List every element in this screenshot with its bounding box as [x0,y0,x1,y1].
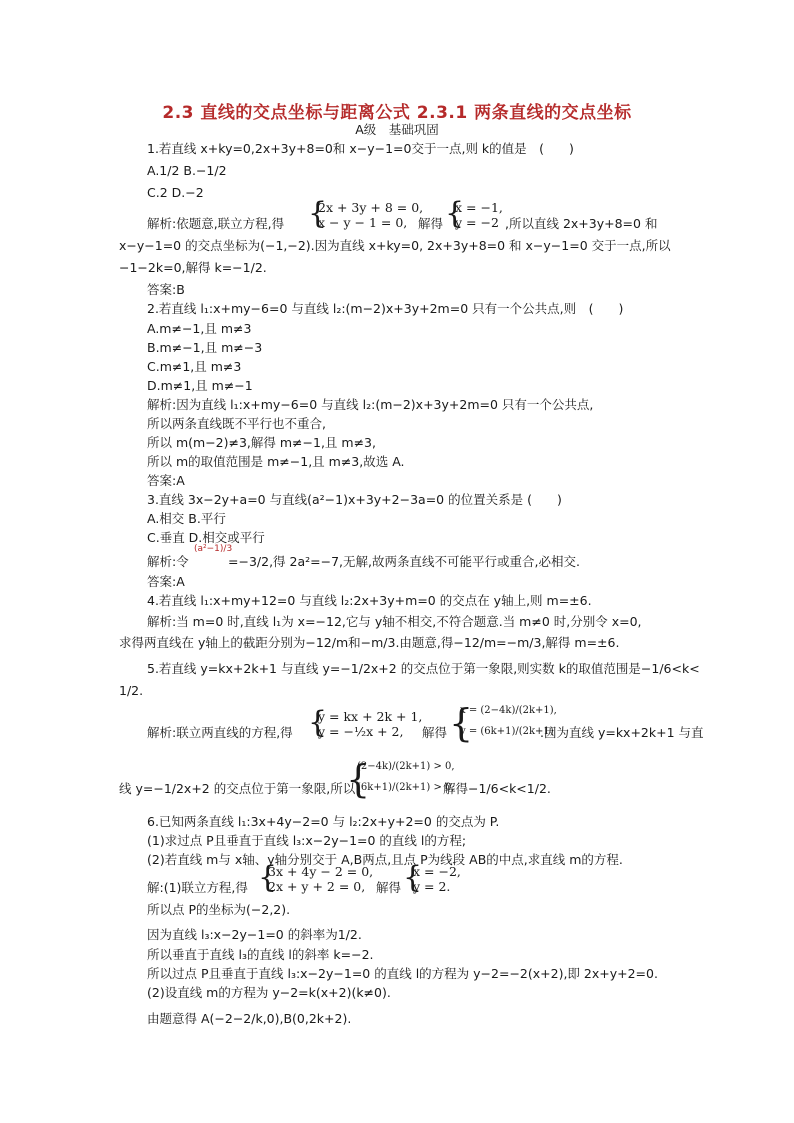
q5-solution-line2: 线 y=−1/2x+2 的交点位于第一象限,所以 [119,781,356,796]
q5-stem-end: 1/2. [119,683,144,698]
brace-sys4: { [449,701,474,745]
q3-solution-start: 解析:令 [147,554,189,569]
q3-fraction: (a²−1)/3 [194,544,233,554]
system-3-eq2: y = −½x + 2, [318,724,404,739]
q2-solution-4: 所以 m的取值范围是 m≠−1,且 m≠3,故选 A. [147,454,405,469]
q3-stem: 3.直线 3x−2y+a=0 与直线(a²−1)x+3y+2−3a=0 的位置关系是 ( ) [147,492,562,507]
system-2-eq2: y = −2 [455,215,499,230]
q6-solution-2: 所以点 P的坐标为(−2,2). [147,902,291,917]
q2-answer: 答案:A [147,473,185,488]
q6-solution-7: 由题意得 A(−2−2/k,0),B(0,2k+2). [147,1011,352,1026]
q2-option-d: D.m≠1,且 m≠−1 [147,378,253,393]
system-7-eq2: y = 2. [413,879,451,894]
q1-solve-word: 解得 [418,216,444,231]
q2-solution-1: 解析:因为直线 l₁:x+my−6=0 与直线 l₂:(m−2)x+3y+2m=0 只有一个公共点, [147,397,594,412]
q3-options-ab: A.相交 B.平行 [147,511,226,526]
q1-solution-line3: −1−2k=0,解得 k=−1/2. [119,260,267,275]
q2-option-c: C.m≠1,且 m≠3 [147,359,242,374]
system-5-eq2: (6k+1)/(2k+1) > 0, [357,782,455,793]
q2-stem: 2.若直线 l₁:x+my−6=0 与直线 l₂:(m−2)x+3y+2m=0 只有一个公共点,则 ( ) [147,301,624,316]
brace-sys5: { [346,757,371,801]
q2-solution-2: 所以两条直线既不平行也不重合, [147,416,326,431]
q5-solution-end: 解得−1/6<k<1/2. [443,781,551,796]
q1-solution-start: 解析:依题意,联立方程,得 [147,216,285,231]
system-2-eq1: x = −1, [455,200,503,215]
q3-answer: 答案:A [147,574,185,589]
q6-part2: (2)若直线 m与 x轴、y轴分别交于 A,B两点,且点 P为线段 AB的中点,求直线 m的方程. [147,852,623,867]
q1-solution-line2: x−y−1=0 的交点坐标为(−1,−2).因为直线 x+ky=0, 2x+3y+8=0 和 x−y−1=0 交于一点,所以 [119,238,671,253]
q1-options-ab: A.1/2 B.−1/2 [147,163,227,178]
system-6-eq2: 2x + y + 2 = 0, [268,879,366,894]
q1-stem: 1.若直线 x+ky=0,2x+3y+8=0和 x−y−1=0交于一点,则 k的值是 ( ) [147,141,574,156]
system-4-eq2: y = (6k+1)/(2k+1) [460,726,554,737]
q4-solution-2: 求得两直线在 y轴上的截距分别为−12/m和−m/3.由题意,得−12/m=−m/3,解得 m=±6. [119,635,620,650]
q5-solution-cont: .因为直线 y=kx+2k+1 与直 [540,725,704,740]
q1-answer: 答案:B [147,282,185,297]
system-1-eq2: x − y − 1 = 0, [318,215,408,230]
q1-options-cd: C.2 D.−2 [147,185,204,200]
system-5-eq1: (2−4k)/(2k+1) > 0, [357,761,455,772]
q6-solution-4: 所以垂直于直线 l₃的直线 l的斜率 k=−2. [147,947,374,962]
q3-solution-cont: =−3/2,得 2a²=−7,无解,故两条直线不可能平行或重合,必相交. [228,554,580,569]
q6-solution-start: 解:(1)联立方程,得 [147,880,248,895]
system-4-eq1: x = (2−4k)/(2k+1), [460,705,557,716]
q6-part1: (1)求过点 P且垂直于直线 l₃:x−2y−1=0 的直线 l的方程; [147,833,467,848]
q6-solve-word: 解得 [376,880,402,895]
q5-solve-word: 解得 [422,725,448,740]
q2-option-a: A.m≠−1,且 m≠3 [147,321,252,336]
system-6-eq1: 3x + 4y − 2 = 0, [268,864,374,879]
level-heading: A级 基础巩固 [355,122,439,137]
q2-solution-3: 所以 m(m−2)≠3,解得 m≠−1,且 m≠3, [147,435,376,450]
q6-solution-6: (2)设直线 m的方程为 y−2=k(x+2)(k≠0). [147,985,391,1000]
brace-sys3: { [308,705,328,740]
brace-sys6: { [258,860,278,895]
system-7-eq1: x = −2, [413,864,461,879]
q3-options-cd: C.垂直 D.相交或平行 [147,530,265,545]
q1-solution-cont: ,所以直线 2x+3y+8=0 和 [505,216,658,231]
brace-sys7: { [403,860,423,895]
q6-stem: 6.已知两条直线 l₁:3x+4y−2=0 与 l₂:2x+y+2=0 的交点为 P. [147,814,500,829]
system-3-eq1: y = kx + 2k + 1, [318,709,423,724]
q5-stem: 5.若直线 y=kx+2k+1 与直线 y=−1/2x+2 的交点位于第一象限,则实数 k的取值范围是−1/6<k< [147,661,700,676]
q4-solution-1: 解析:当 m=0 时,直线 l₁为 x=−12,它与 y轴不相交,不符合题意.当 m≠0 时,分别令 x=0, [147,614,642,629]
page-title: 2.3 直线的交点坐标与距离公式 2.3.1 两条直线的交点坐标 [162,103,632,123]
q6-solution-3: 因为直线 l₃:x−2y−1=0 的斜率为1/2. [147,927,362,942]
q5-solution-start: 解析:联立两直线的方程,得 [147,725,293,740]
q6-solution-5: 所以过点 P且垂直于直线 l₃:x−2y−1=0 的直线 l的方程为 y−2=−2(x+2),即 2x+y+2=0. [147,966,658,981]
brace-sys2: { [445,196,465,231]
q4-stem: 4.若直线 l₁:x+my+12=0 与直线 l₂:2x+3y+m=0 的交点在 y轴上,则 m=±6. [147,593,592,608]
system-1-eq1: 2x + 3y + 8 = 0, [318,200,424,215]
brace-sys1: { [308,196,328,231]
q2-option-b: B.m≠−1,且 m≠−3 [147,340,263,355]
